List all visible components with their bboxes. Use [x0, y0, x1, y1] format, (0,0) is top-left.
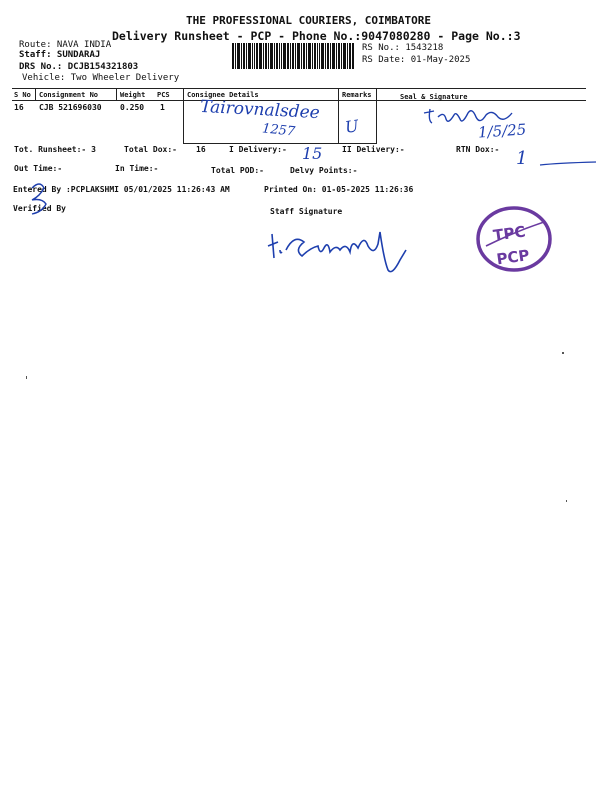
staff-sign-text: K. Sundarej	[266, 220, 273, 221]
delvy-points-label: Delvy Points:-	[290, 166, 358, 175]
drs-number: DRS No.: DCJB154321803	[19, 62, 139, 72]
rtn-dox-stroke	[538, 160, 598, 168]
row-consignment: CJB 521696030	[39, 103, 102, 112]
stray-dot	[566, 500, 567, 502]
row-pcs: 1	[160, 103, 165, 112]
col-header-weight: Weight	[120, 91, 146, 99]
stamp-line1: TPC	[492, 222, 527, 245]
vehicle-label: Vehicle: Two Wheeler Delivery	[22, 73, 180, 83]
total-dox-label: Total Dox:-	[124, 145, 177, 154]
out-time-label: Out Time:-	[14, 164, 63, 173]
entered-by: Entered By :PCPLAKSHMI 05/01/2025 11:26:43 AM	[13, 185, 230, 194]
staff-signature-label: Staff Signature	[270, 207, 343, 216]
stray-dot	[562, 352, 564, 354]
col-divider	[116, 88, 117, 100]
col-header-pcs: PCS	[157, 91, 170, 99]
col-header-consignment: Consignment No	[39, 91, 99, 99]
handwritten-rtn-dox: 1	[516, 148, 528, 169]
verifier-initial-scribble	[26, 180, 56, 216]
runsheet-subtitle: Delivery Runsheet - PCP - Phone No.:9047080280 - Page No.:3	[112, 29, 521, 43]
col-header-seal: Seal & Signature	[400, 93, 468, 101]
total-pod-label: Total POD:-	[211, 166, 264, 175]
handwritten-seal-date: 1/5/25	[477, 120, 527, 142]
verified-by-label: Verified By	[13, 204, 66, 213]
stray-dot	[26, 376, 27, 379]
table-header-rule	[12, 100, 586, 101]
handwritten-remark-mark: U	[343, 116, 360, 137]
company-stamp	[474, 204, 556, 274]
table-top-rule	[12, 88, 586, 89]
barcode	[232, 43, 354, 69]
staff-signature-ink	[266, 220, 416, 278]
ii-delivery-label: II Delivery:-	[342, 145, 405, 154]
rtn-dox-label: RTN Dox:-	[456, 145, 500, 154]
route-label: Route: NAVA INDIA	[19, 40, 112, 50]
staff-label: Staff: SUNDARAJ	[19, 50, 101, 60]
row-sno: 16	[14, 103, 24, 112]
row-weight: 0.250	[120, 103, 145, 112]
rs-number: RS No.: 1543218	[362, 43, 444, 53]
col-divider	[35, 88, 36, 100]
col-divider	[376, 88, 377, 144]
handwritten-consignee-name: Tairovnalsdee	[199, 96, 321, 124]
row-bottom-rule	[183, 143, 377, 144]
stamp-line2: PCP	[495, 246, 531, 269]
handwritten-i-delivery: 15	[302, 144, 323, 163]
printed-on: Printed On: 01-05-2025 11:26:36	[264, 185, 414, 194]
col-header-sno: S No	[14, 91, 31, 99]
tot-runsheet: Tot. Runsheet:- 3	[14, 145, 96, 154]
col-header-remarks: Remarks	[342, 91, 372, 99]
col-header-consignee: Consignee Details	[187, 91, 259, 99]
col-divider	[183, 88, 184, 144]
col-divider	[338, 88, 339, 144]
company-title: THE PROFESSIONAL COURIERS, COIMBATORE	[186, 14, 432, 27]
handwritten-consignee-number: 1257	[261, 121, 296, 140]
i-delivery-label: I Delivery:-	[229, 145, 287, 154]
in-time-label: In Time:-	[115, 164, 159, 173]
total-dox-value: 16	[196, 145, 206, 154]
rs-date: RS Date: 01-May-2025	[362, 55, 471, 65]
